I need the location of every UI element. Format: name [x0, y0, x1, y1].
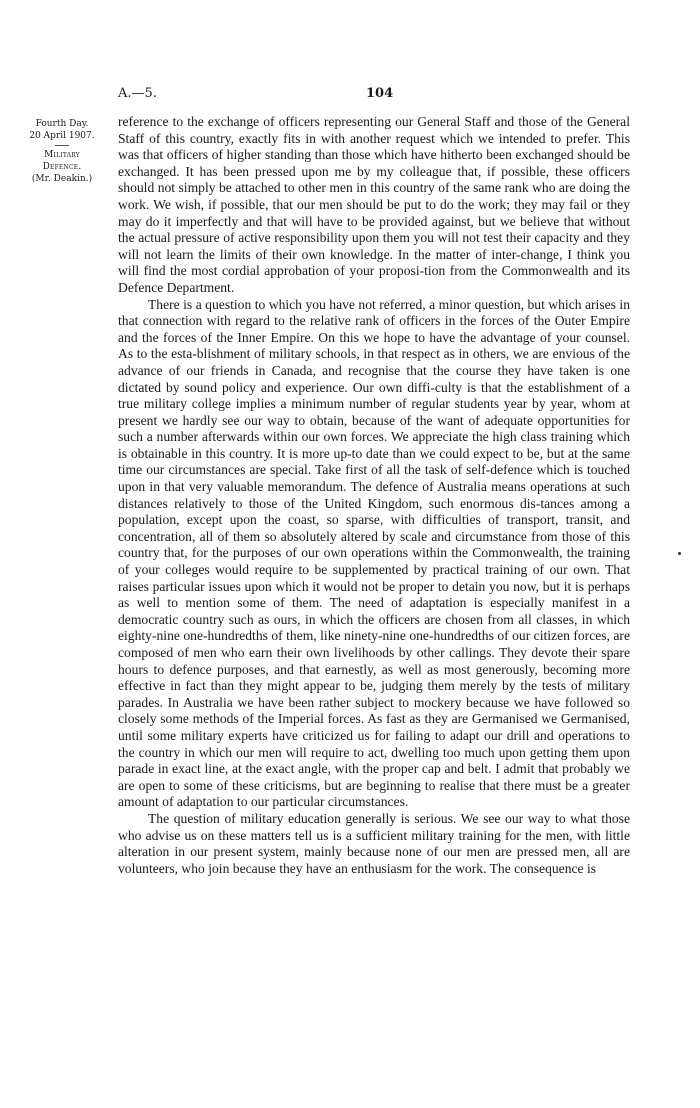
margin-note-date: 20 April 1907.: [29, 131, 95, 141]
speech-body: [118, 114, 630, 877]
page-number: 104: [366, 86, 394, 101]
paragraph-1: reference to the exchange of officers representing our General Staff and those of the General Staff of this country, exactly fits in with another request which we intended to prefer. This was that officers of higher standing than those which have hitherto been exchanged should be exchanged. It has been pressed upon me by my colleague that, if possible, these officers should not simply be attached to other men in this country of the same rank who are doing the work. We wish, if possible, that our men should be put to do the work; they may fail or they may do it imperfectly and that will have to be provided against, but we believe that without the actual pressure of active responsibility upon them you will not test their capacity and they will not learn the limits of their own knowledge. In the matter of inter-change, I think you will find the most cordial approbation of your proposi-tion from the Commonwealth and its Defence Department.: [118, 114, 630, 295]
document-reference: A.—5.: [118, 86, 157, 101]
margin-mark: [678, 552, 681, 555]
paragraph-2: There is a question to which you have not referred, a minor question, but which arises in that connection with regard to the relative rank of officers in the forces of the Outer Empire and the forces of the Inner Empire. On this we hope to have the advantage of your counsel. As to the esta-blishment of military schools, in that respect as in others, we are envious of the advance of our friends in Canada, and recognise that the course they have taken is one dictated by sound policy and experience. Our own diffi-culty is that the establishment of a true military college implies a minimum number of regular students year by year, whom at present we hardly see our way to obtain, because of the want of adequate opportunities for such a number afterwards within our own forces. We appreciate the high class training which is obtainable in this country. It is more up-to date than we could expect to be, but at the same time our circumstances are special. Take first of all the task of self-defence which is touched upon in that very valuable memorandum. The defence of Australia means operations at such distances relatively to those of the United Kingdom, such enormous dis-tances among a population, except upon the coast, so sparse, with difficulties of transport, transit, and concentration, all of them so absolutely altered by scale and circumstance from those of this country that, for the purposes of our own operations within the Commonwealth, the training of your colleges would require to be supplemented by practical training of our own. That raises particular issues upon which it would not be proper to detain you now, but it is perhaps as well to mention some of them. The need of adaptation is especially manifest in a democratic country such as ours, in which the officers are chosen from all classes, in which eighty-nine one-hundredths of them, like ninety-nine one-hundredths of our citizen forces, are composed of men who earn their own livelihoods by other callings. They devote their spare hours to defence purposes, and that earnestly, as well as most generously, becoming more effective in fact than they might appear to be, judging them merely by the tests of military parades. In Australia we have been rather subject to mockery because we have followed so closely some methods of the Imperial forces. As fast as they are Germanised we Germanised, until some military experts have criticized us for failing to adapt our drill and operations to the country in which our men will require to act, dwelling too much upon getting them upon parade in exact line, at the exact angle, with the proper cap and belt. I admit that probably we are open to some of these criticisms, but are beginning to realise that there must be a greater amount of adaptation to our particular circumstances.: [118, 296, 630, 810]
margin-note-speaker: (Mr. Deakin.): [31, 174, 93, 184]
margin-note-divider: [55, 145, 69, 146]
margin-note: [26, 118, 98, 185]
paragraph-3: The question of military education generally is serious. We see our way to what those who advise us on these matters tell us is a sufficient military training for the men, with little alteration in our present system, mainly because none of our men are pressed men, all are volunteers, who join because they have an enthusiasm for the work. The consequence is: [118, 810, 630, 876]
margin-note-subject: Military Defence.: [42, 150, 82, 172]
margin-note-day: Fourth Day.: [35, 119, 89, 129]
